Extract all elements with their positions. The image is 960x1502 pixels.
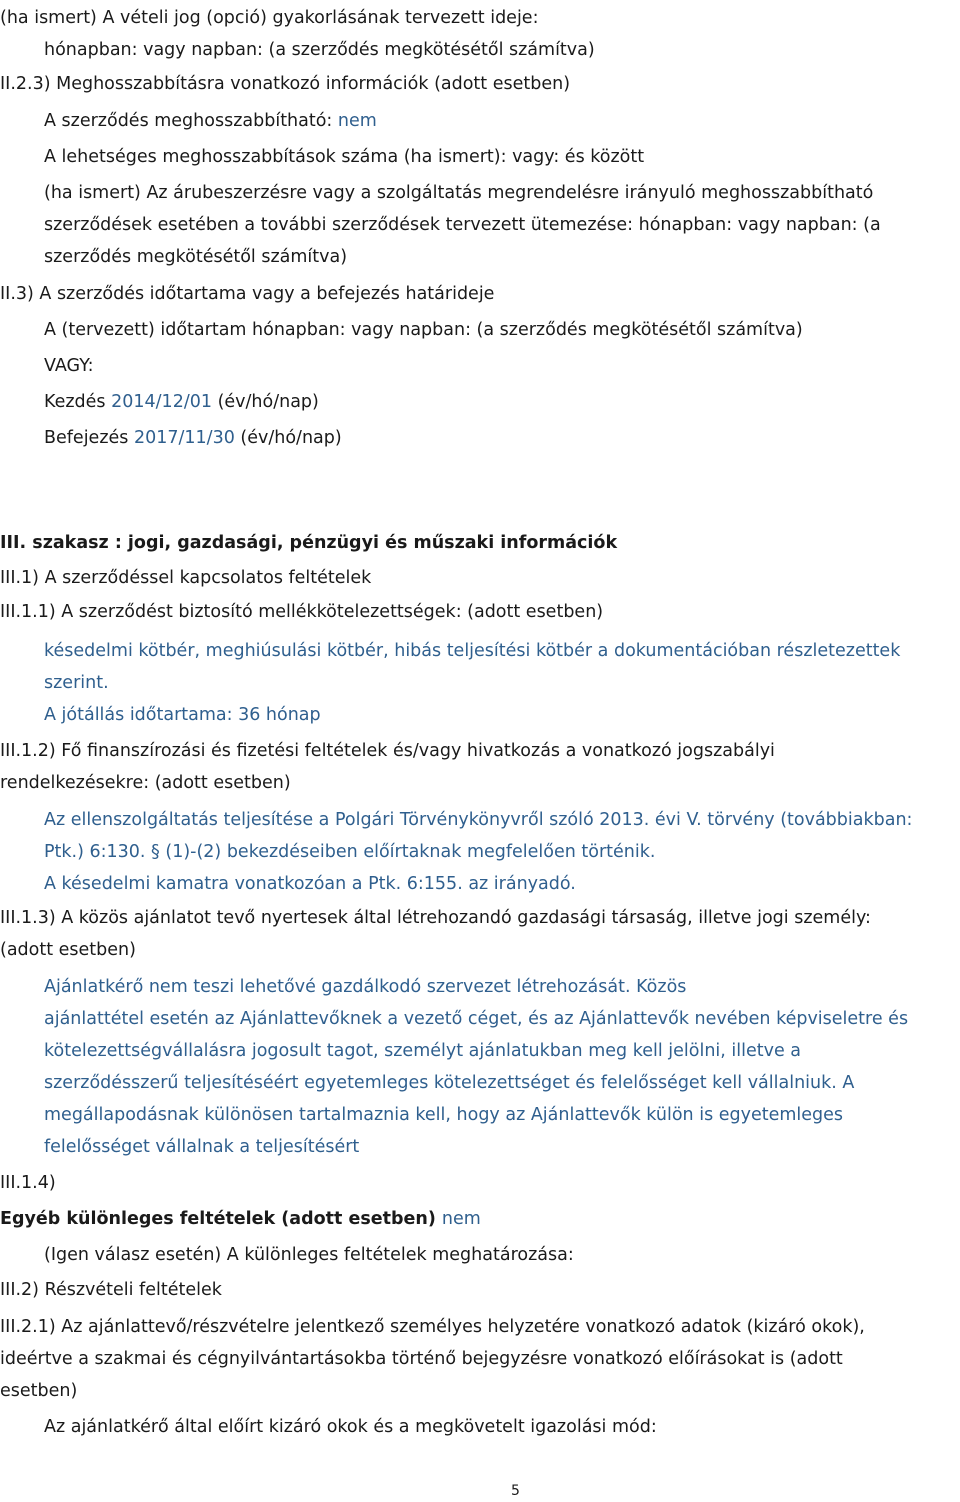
extendable-line xyxy=(44,110,377,132)
option-months-days-line: hónapban: vagy napban: (a szerződés megkötésétől számítva) xyxy=(44,40,595,60)
or-label: VAGY: xyxy=(44,356,94,376)
section-iii-1-3-heading-cont: (adott esetben) xyxy=(0,940,136,960)
warranty-line: A jótállás időtartama: 36 hónap xyxy=(44,705,321,725)
section-iii-1-1-heading: III.1.1) A szerződést biztosító mellékkötelezettségek: (adott esetben) xyxy=(0,602,604,622)
section-iii-2-heading: III.2) Részvételi feltételek xyxy=(0,1280,222,1300)
planned-duration-line: A (tervezett) időtartam hónapban: vagy napban: (a szerződés megkötésétől számítva) xyxy=(44,320,803,340)
consortium-text-line-1: Ajánlatkérő nem teszi lehetővé gazdálkodó szervezet létrehozását. Közös xyxy=(44,977,687,997)
extension-text-line-1: (ha ismert) Az árubeszerzésre vagy a szolgáltatás megrendelésre irányuló meghosszabbítható xyxy=(44,183,874,203)
end-label: Befejezés xyxy=(44,428,134,448)
extendable-value: nem xyxy=(337,111,377,131)
special-conditions-line xyxy=(0,1208,481,1230)
section-iii-1-heading: III.1) A szerződéssel kapcsolatos feltételek xyxy=(0,568,372,588)
start-date-line xyxy=(44,391,319,413)
section-iii-1-2-heading-cont: rendelkezésekre: (adott esetben) xyxy=(0,773,291,793)
section-iii-1-2-heading: III.1.2) Fő finanszírozási és fizetési feltételek és/vagy hivatkozás a vonatkozó jogszabályi xyxy=(0,741,775,761)
section-ii-3-heading: II.3) A szerződés időtartama vagy a befejezés határideje xyxy=(0,284,495,304)
section-ii-2-3-heading: II.2.3) Meghosszabbításra vonatkozó információk (adott esetben) xyxy=(0,74,571,94)
end-date-format: (év/hó/nap) xyxy=(234,428,342,448)
end-date-line xyxy=(44,427,342,449)
section-iii-heading: III. szakasz : jogi, gazdasági, pénzügyi és műszaki információk xyxy=(0,533,618,553)
consortium-text-line-3: kötelezettségvállalásra jogosult tagot, személyt ajánlatukban meg kell jelölni, illetve a xyxy=(44,1041,802,1061)
section-iii-2-1-heading-cont-2: esetben) xyxy=(0,1381,78,1401)
payment-text-line-3: A késedelmi kamatra vonatkozóan a Ptk. 6:155. az irányadó. xyxy=(44,874,576,894)
extension-count-line: A lehetséges meghosszabbítások száma (ha ismert): vagy: és között xyxy=(44,147,645,167)
payment-text-line-2: Ptk.) 6:130. § (1)-(2) bekezdéseiben előírtaknak megfelelően történik. xyxy=(44,842,656,862)
consortium-text-line-6: felelősséget vállalnak a teljesítésért xyxy=(44,1137,360,1157)
section-iii-2-1-heading: III.2.1) Az ajánlattevő/részvételre jelentkező személyes helyzetére vonatkozó adatok (kizáró okok), xyxy=(0,1317,865,1337)
end-date-value: 2017/11/30 xyxy=(133,428,235,448)
extension-text-line-2: szerződések esetében a további szerződések tervezett ütemezése: hónapban: vagy napban: (a xyxy=(44,215,881,235)
section-iii-1-3-heading: III.1.3) A közös ajánlatot tevő nyertesek által létrehozandó gazdasági társaság, illetve jogi személy: xyxy=(0,908,871,928)
option-timing-line: (ha ismert) A vételi jog (opció) gyakorlásának tervezett ideje: xyxy=(0,8,539,28)
page-number: 5 xyxy=(511,1483,520,1499)
section-iii-2-1-heading-cont-1: ideértve a szakmai és cégnyilvántartásokba történő bejegyzésre vonatkozó előírásokat is (adott xyxy=(0,1349,843,1369)
section-iii-1-4-heading: III.1.4) xyxy=(0,1173,56,1193)
extendable-label: A szerződés meghosszabbítható: xyxy=(44,111,338,131)
consortium-text-line-2: ajánlattétel esetén az Ajánlattevőknek a vezető céget, és az Ajánlattevők nevében képviseletre és xyxy=(44,1009,909,1029)
special-conditions-value: nem xyxy=(441,1209,481,1229)
start-date-format: (év/hó/nap) xyxy=(212,392,319,412)
payment-text-line-1: Az ellenszolgáltatás teljesítése a Polgári Törvénykönyvről szóló 2013. évi V. törvény (továbbiakban: xyxy=(44,810,913,830)
penalty-text-line-2: szerint. xyxy=(44,673,109,693)
consortium-text-line-5: megállapodásnak különösen tartalmaznia kell, hogy az Ajánlattevők külön is egyetemleges xyxy=(44,1105,844,1125)
special-conditions-definition: (Igen válasz esetén) A különleges feltételek meghatározása: xyxy=(44,1245,574,1265)
consortium-text-line-4: szerződésszerű teljesítéséért egyetemleges kötelezettséget és felelősséget kell vállalniuk. A xyxy=(44,1073,855,1093)
start-date-value: 2014/12/01 xyxy=(111,392,212,412)
special-conditions-label: Egyéb különleges feltételek (adott esetben) xyxy=(0,1209,442,1229)
penalty-text-line-1: késedelmi kötbér, meghiúsulási kötbér, hibás teljesítési kötbér a dokumentációban részletezettek xyxy=(44,641,901,661)
extension-text-line-3: szerződés megkötésétől számítva) xyxy=(44,247,348,267)
exclusion-grounds-line: Az ajánlatkérő által előírt kizáró okok és a megkövetelt igazolási mód: xyxy=(44,1417,657,1437)
start-label: Kezdés xyxy=(44,392,112,412)
